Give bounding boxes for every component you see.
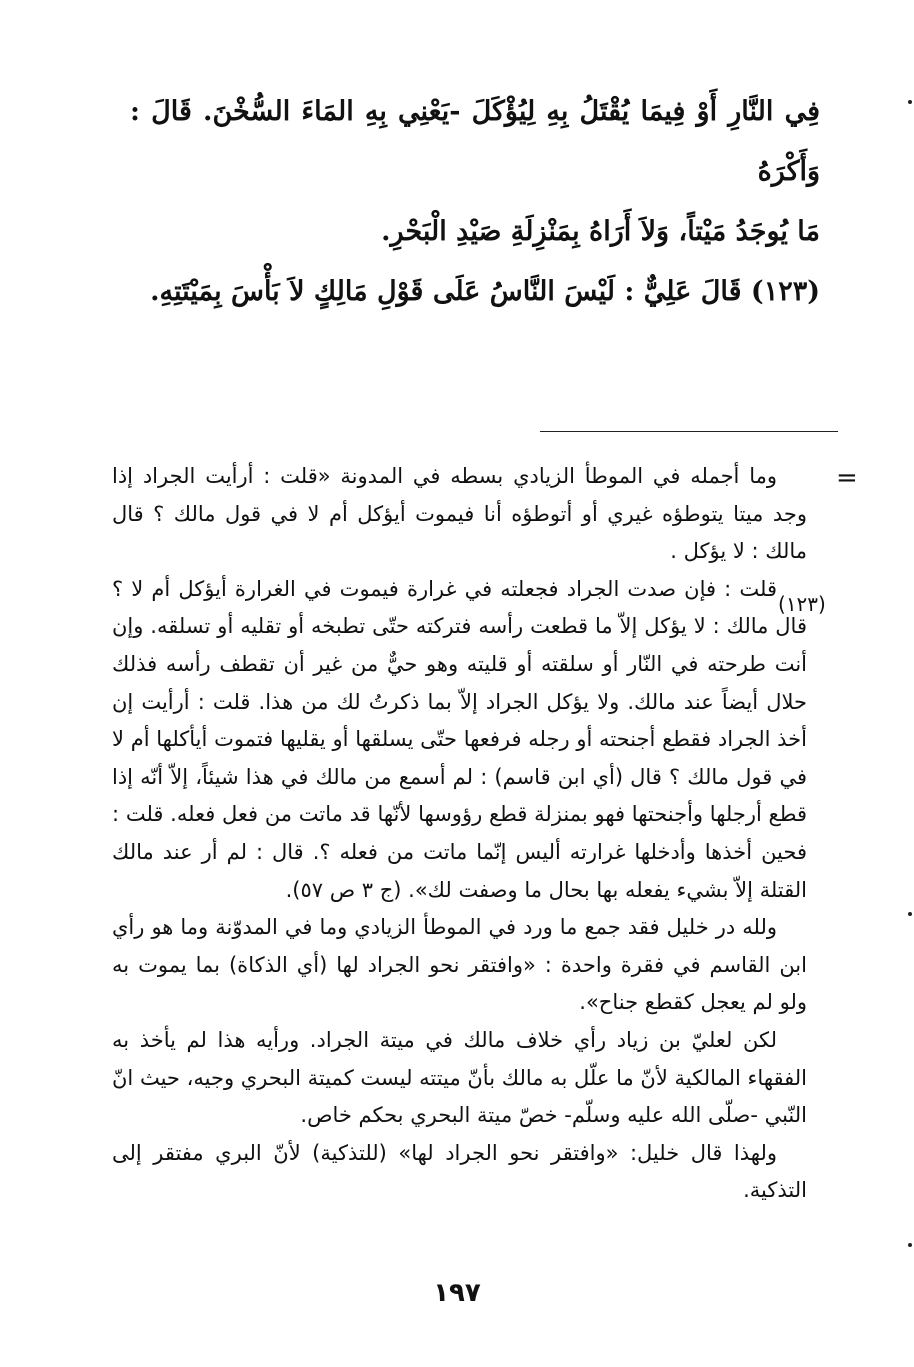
margin-mark	[908, 1243, 912, 1247]
footnote-number: (١٢٣)	[778, 592, 826, 616]
footnote-paragraph: ولله در خليل فقد جمع ما ورد في الموطأ الزيادي وما في المدوّنة وما هو رأي ابن القاسم في فقرة واحدة : «وافتقر نحو الجراد لها (أي الذكاة) بما يموت به ولو لم يعجل كقطع جناح».	[112, 915, 807, 1015]
note-number: (١٢٣)	[750, 276, 820, 307]
main-text-line-content: قَالَ عَلِيٌّ : لَيْسَ النَّاسُ عَلَى قَوْلِ مَالِكٍ لاَ بَأْسَ بِمَيْتَتِهِ.	[150, 276, 742, 307]
footnote-continuation-mark: =	[836, 463, 858, 493]
footnotes-block	[112, 458, 807, 1210]
page-number: ١٩٧	[433, 1278, 481, 1308]
main-text-line	[130, 262, 820, 322]
margin-mark	[908, 100, 912, 104]
footnote-paragraph: وما أجمله في الموطأ الزيادي بسطه في المدونة «قلت : أرأيت الجراد إذا وجد ميتا يتوطؤه غيري أو أتوطؤه أنا فيموت أيؤكل أم لا في قول مالك ؟ قال مالك : لا يؤكل .	[112, 464, 807, 564]
main-text-line: فِي النَّارِ أَوْ فِيمَا يُقْتَلُ بِهِ لِيُؤْكَلَ -يَعْنِي بِهِ المَاءَ السُّخْنَ. قَالَ : وَأَكْرَهُ	[130, 96, 820, 187]
main-text-block	[130, 82, 820, 322]
margin-mark	[908, 912, 912, 916]
footnote-separator-rule	[540, 431, 838, 432]
footnote-paragraph: ولهذا قال خليل: «وافتقر نحو الجراد لها» (للتذكية) لأنّ البري مفتقر إلى التذكية.	[112, 1140, 807, 1203]
main-text-line: مَا يُوجَدُ مَيْتاً، وَلاَ أَرَاهُ بِمَنْزِلَةِ صَيْدِ الْبَحْرِ.	[381, 216, 820, 247]
footnote-paragraph: قلت : فإن صدت الجراد فجعلته في غرارة فيموت في الغرارة أيؤكل أم لا ؟ قال مالك : لا يؤكل إلاّ ما قطعت رأسه فتركته حتّى تطبخه أو تقليه أو تسلقه. وإن أنت طرحته في النّار أو سلقته أو قليته وهو حيٌّ من غير أن تقطف رأسه فذلك حلال أيضاً عند مالك. ولا يؤكل الجراد إلاّ بما ذكرتُ لك من هذا. قلت : أرأيت إن أخذ الجراد فقطع أجنحته أو رجله فرفعها حتّى يسلقها أو يقليها فتموت أيأكلها أم لا في قول مالك ؟ قال (أي ابن قاسم) : لم أسمع من مالك في هذا شيئاً، إلاّ أنّه إذا قطع أرجلها وأجنحتها فهو بمنزلة قطع رؤوسها لأنّها قد ماتت من فعل فعله. قلت : فحين أخذها وأدخلها غرارته أليس إنّما ماتت من فعله ؟. قال : لم أر عند مالك القتلة إلاّ بشيء يفعله بها بحال ما وصفت لك». (ج ٣ ص ٥٧).	[112, 576, 807, 902]
footnote-paragraph: لكن لعليّ بن زياد رأي خلاف مالك في ميتة الجراد. ورأيه هذا لم يأخذ به الفقهاء المالكية لأنّ ما علّل به مالك بأنّ ميتته ليست كميتة البحري وجيه، حيث انّ النّبي -صلّى الله عليه وسلّم- خصّ ميتة البحري بحكم خاص.	[112, 1027, 807, 1128]
